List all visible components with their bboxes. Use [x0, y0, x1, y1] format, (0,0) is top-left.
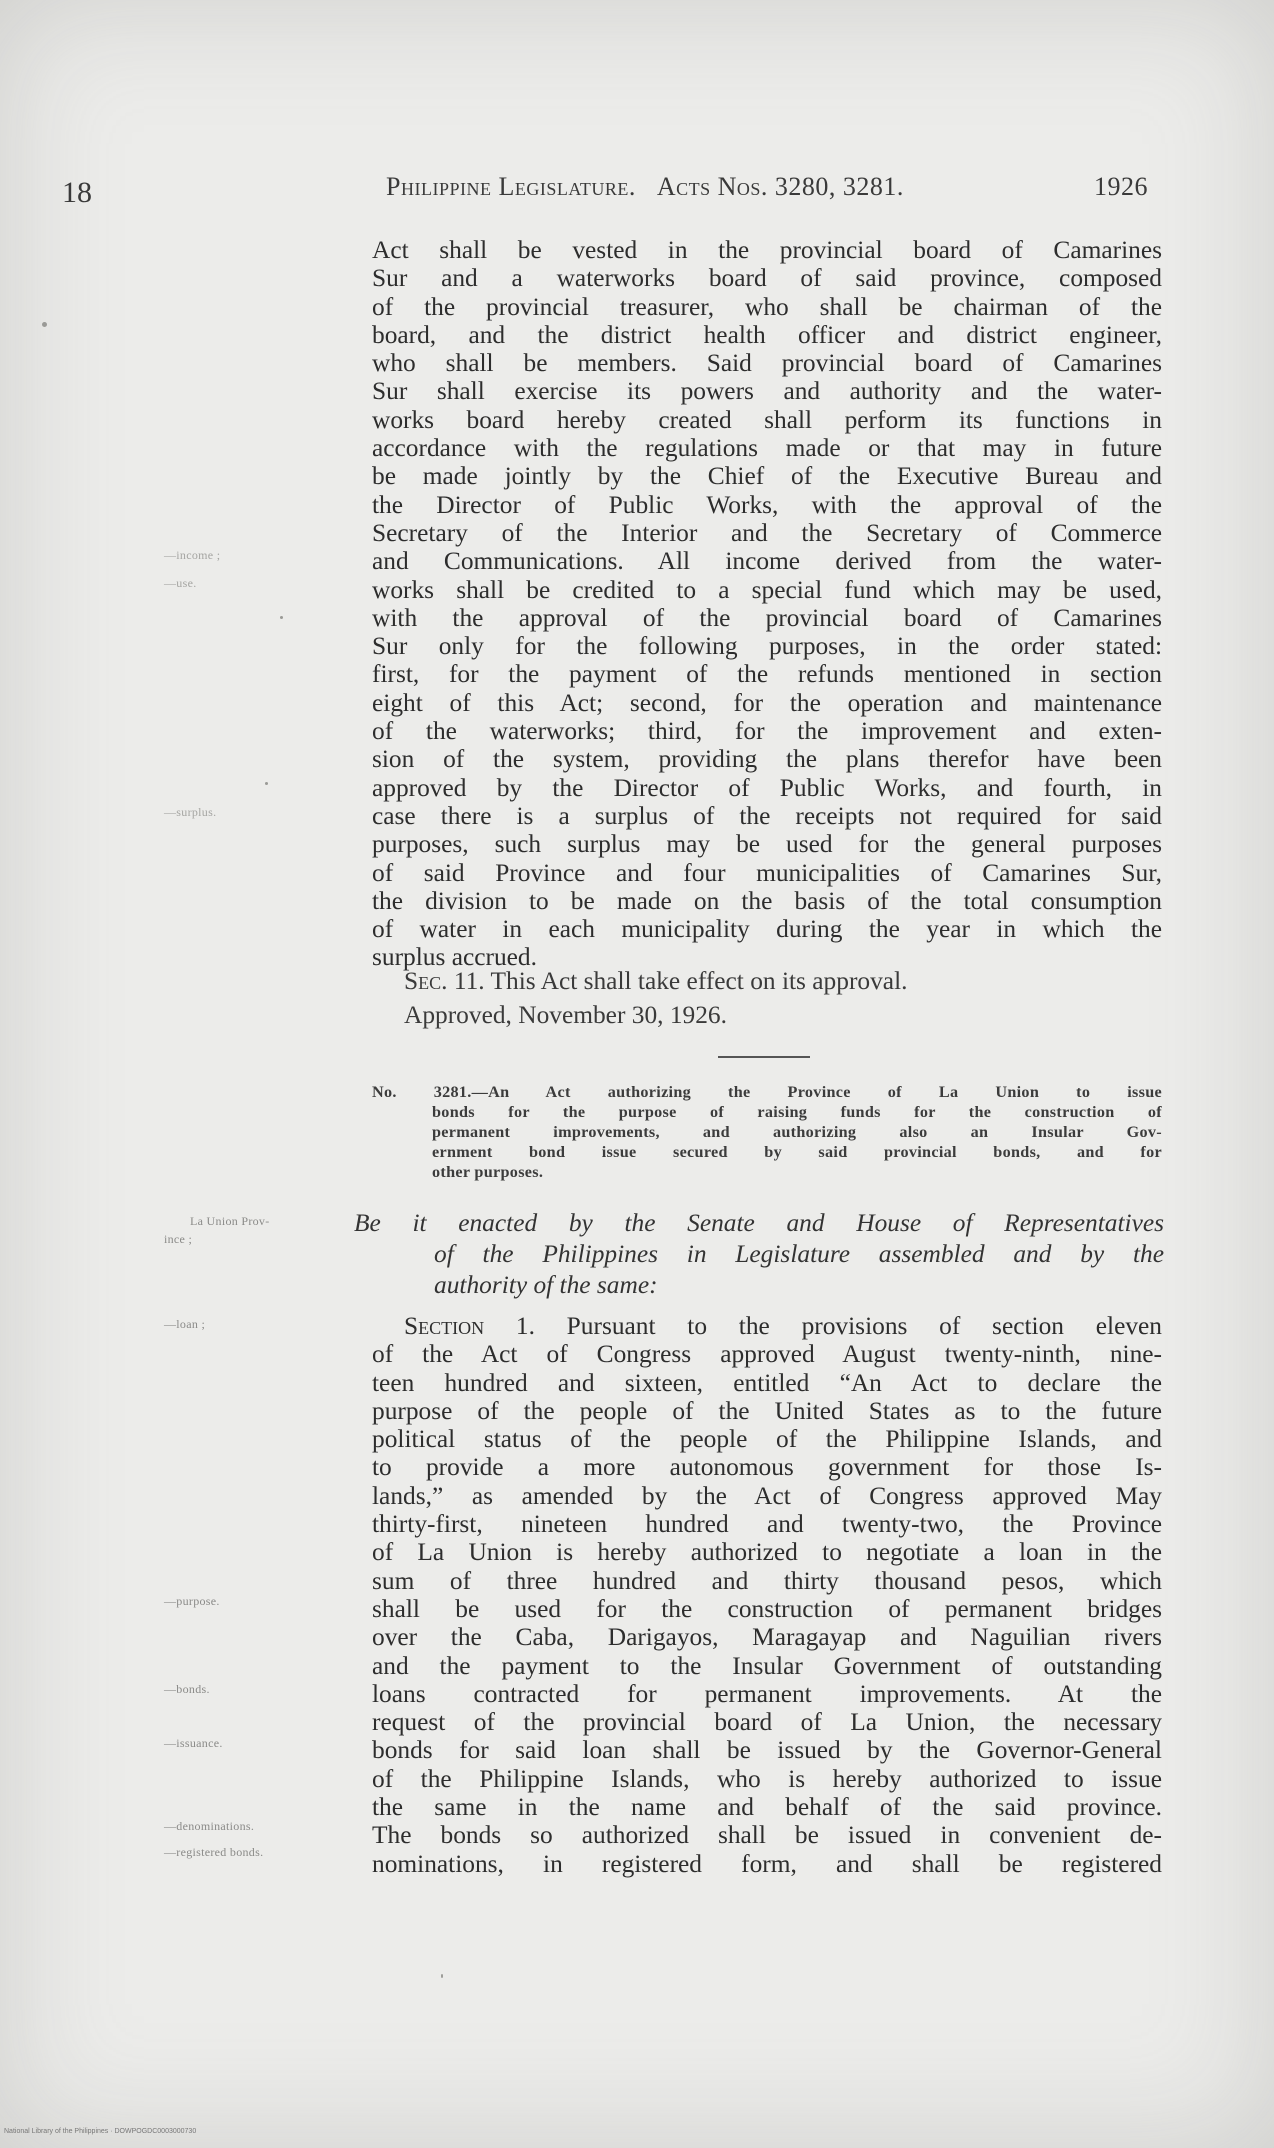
scan-speck [265, 782, 268, 785]
text-line: and the payment to the Insular Government of outstanding [372, 1651, 1162, 1680]
act-title [372, 1082, 1162, 1182]
text-line: Sur shall exercise its powers and authority and the water- [372, 377, 1162, 406]
section-1-first: 1. Pursuant to the provisions of section eleven [484, 1312, 1162, 1340]
margin-note-la-union-2: ince ; [164, 1232, 193, 1246]
text-line: purpose of the people of the United States as to the future [372, 1396, 1162, 1425]
text-line: sum of three hundred and thirty thousand pesos, which [372, 1566, 1162, 1595]
text-line: bonds for said loan shall be issued by the Governor-General [372, 1736, 1162, 1765]
scan-speck [441, 1974, 443, 1978]
enacting-clause-line: Be it enacted by the Senate and House of Representatives [354, 1209, 1164, 1237]
text-line: Sur and a waterworks board of said province, composed [372, 264, 1162, 293]
section-11 [372, 964, 1162, 1032]
page-number: 18 [62, 176, 92, 209]
text-line: eight of this Act; second, for the operation and maintenance [372, 688, 1162, 717]
running-head-acts: Acts Nos. 3280, 3281. [656, 172, 904, 201]
text-line: approved by the Director of Public Works, and fourth, in [372, 773, 1162, 802]
enacting-clause-line: authority of the same: [434, 1271, 658, 1299]
paragraph-waterworks [372, 236, 1162, 972]
text-line: who shall be members. Said provincial board of Camarines [372, 349, 1162, 378]
margin-note-loan: —loan ; [164, 1317, 206, 1331]
section-1-first-line [372, 1312, 1162, 1340]
act-title-line: ernment bond issue secured by said provincial bonds, and for [432, 1143, 1162, 1161]
text-line: with the approval of the provincial board of Camarines [372, 603, 1162, 632]
text-line: works shall be credited to a special fund which may be used, [372, 575, 1162, 604]
section-1-label: Section [404, 1312, 485, 1340]
text-line: shall be used for the construction of permanent bridges [372, 1594, 1162, 1623]
scan-speck [280, 616, 283, 619]
running-head-title: Philippine Legislature. [386, 172, 636, 201]
text-line: lands,” as amended by the Act of Congress approved May [372, 1481, 1162, 1510]
section-11-text [372, 964, 1162, 998]
scan-footer: National Library of the Philippines · DOWPOGDC0003000730 [4, 2128, 197, 2135]
text-line: thirty-first, nineteen hundred and twenty-two, the Province [372, 1510, 1162, 1539]
text-line: case there is a surplus of the receipts not required for said [372, 801, 1162, 830]
margin-note-surplus: —surplus. [164, 805, 217, 819]
text-line: board, and the district health officer and district engineer, [372, 320, 1162, 349]
act-title-line: permanent improvements, and authorizing also an Insular Gov- [432, 1123, 1162, 1141]
text-line: the same in the name and behalf of the said province. [372, 1793, 1162, 1822]
text-line: of the waterworks; third, for the improvement and exten- [372, 717, 1162, 746]
text-line: works board hereby created shall perform its functions in [372, 405, 1162, 434]
approved-date: Approved, November 30, 1926. [404, 1001, 727, 1029]
text-line: Sur only for the following purposes, in the order stated: [372, 632, 1162, 661]
text-line: loans contracted for permanent improvements. At the [372, 1679, 1162, 1708]
margin-note-use: —use. [164, 576, 197, 590]
act-title-line: No. 3281.—An Act authorizing the Province of La Union to issue [372, 1083, 1162, 1101]
text-line: accordance with the regulations made or that may in future [372, 434, 1162, 463]
act-title-line: bonds for the purpose of raising funds for the construction of [432, 1103, 1162, 1121]
act-title-line: other purposes. [432, 1163, 544, 1181]
text-line: sion of the system, providing the plans therefor have been [372, 745, 1162, 774]
section-1-text [372, 1340, 1162, 1878]
text-line: surplus accrued. [372, 943, 537, 972]
enacting-clause [354, 1208, 1164, 1301]
text-line: Act shall be vested in the provincial board of Camarines [372, 236, 1162, 264]
text-line: the Director of Public Works, with the approval of the [372, 490, 1162, 519]
text-line: of the Act of Congress approved August twenty-ninth, nine- [372, 1340, 1162, 1369]
text-line: Secretary of the Interior and the Secretary of Commerce [372, 518, 1162, 547]
text-line: first, for the payment of the refunds mentioned in section [372, 660, 1162, 689]
running-head-year: 1926 [1094, 172, 1148, 201]
scan-speck [42, 322, 47, 327]
text-line: of the Philippine Islands, who is hereby authorized to issue [372, 1764, 1162, 1793]
text-line: be made jointly by the Chief of the Executive Bureau and [372, 462, 1162, 491]
paragraph-text [372, 236, 1162, 972]
enacting-clause-line: of the Philippines in Legislature assembled and by the [434, 1240, 1164, 1268]
text-line: of the provincial treasurer, who shall be chairman of the [372, 292, 1162, 321]
text-line: purposes, such surplus may be used for the general purposes [372, 830, 1162, 859]
margin-note-bonds: —bonds. [164, 1682, 210, 1696]
margin-note-registered-bonds: —registered bonds. [164, 1845, 264, 1859]
text-line: to provide a more autonomous government for those Is- [372, 1453, 1162, 1482]
text-line: of water in each municipality during the year in which the [372, 915, 1162, 944]
margin-note-issuance: —issuance. [164, 1736, 223, 1750]
text-line: The bonds so authorized shall be issued in convenient de- [372, 1821, 1162, 1850]
text-line: of La Union is hereby authorized to negotiate a loan in the [372, 1538, 1162, 1567]
text-line: request of the provincial board of La Union, the necessary [372, 1708, 1162, 1737]
margin-note-denominations: —denominations. [164, 1819, 255, 1833]
margin-note-la-union: La Union Prov- [190, 1214, 270, 1228]
text-line: over the Caba, Darigayos, Maragayap and Naguilian rivers [372, 1623, 1162, 1652]
section-1 [372, 1312, 1162, 1878]
margin-note-income: —income ; [164, 548, 221, 562]
text-line: of said Province and four municipalities of Camarines Sur, [372, 858, 1162, 887]
text-line: nominations, in registered form, and shall be registered [372, 1849, 1162, 1878]
text-line: political status of the people of the Philippine Islands, and [372, 1425, 1162, 1454]
section-divider [718, 1056, 810, 1058]
text-line: teen hundred and sixteen, entitled “An Act to declare the [372, 1368, 1162, 1397]
text-line: and Communications. All income derived from the water- [372, 547, 1162, 576]
section-11-label: Sec. [404, 967, 448, 995]
running-head [386, 172, 1148, 202]
text-line: the division to be made on the basis of the total consumption [372, 886, 1162, 915]
margin-note-purpose: —purpose. [164, 1594, 220, 1608]
section-11-body: 11. This Act shall take effect on its approval. [447, 967, 908, 995]
